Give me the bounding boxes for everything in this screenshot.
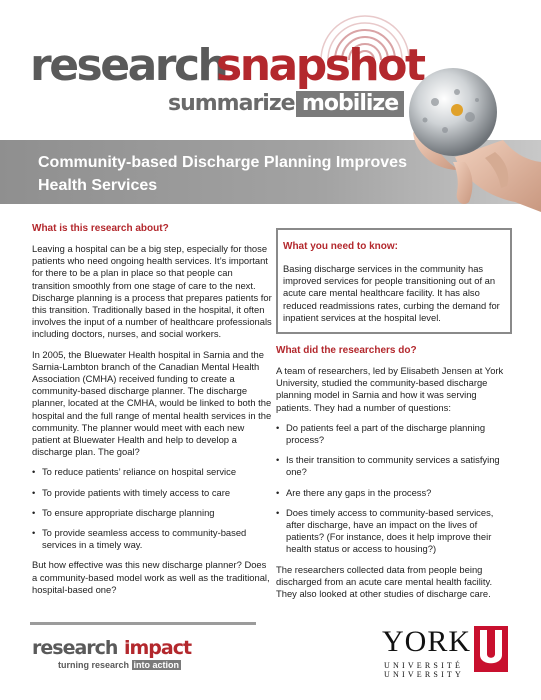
document-title	[38, 151, 438, 197]
york-logo-wordmark: YORK	[382, 625, 472, 658]
researchers-paragraph-1: A team of researchers, led by Elisabeth Jensen at York University, studied the community-based discharge planning model in Sarnia and how it was serving patients. They had a number of questions:	[276, 365, 504, 413]
list-item: • Is their transition to community services a satisfying one?	[276, 454, 512, 478]
york-logo-university: UNIVERSITY	[384, 670, 464, 679]
title-line-2: Health Services	[38, 177, 158, 194]
footer-tagline-part-b: into action	[133, 660, 180, 670]
footer-tagline	[58, 660, 181, 671]
list-item: • To provide patients with timely access to care	[32, 487, 272, 499]
list-item: • Do patients feel a part of the discharge planning process?	[276, 422, 512, 446]
about-paragraph-2: In 2005, the Bluewater Health hospital in Sarnia and the Sarnia-Lambton branch of the Canadian Mental Health Association (CMHA) received funding to create a community-based discharge planner. The discharge planner, located at the CMHA, would be linked to both the hospital and the full range of mental health services in the community. The planner would meet with each new patient at Bluewater Health and help to develop a discharge plan. The goal?	[32, 348, 272, 458]
title-line-1: Community-based Discharge Planning Improves	[38, 154, 407, 171]
goals-list	[32, 466, 272, 551]
footer-tagline-part-a: turning research	[58, 660, 130, 670]
footer-divider	[30, 622, 256, 625]
right-column	[276, 228, 512, 608]
list-item: • Does timely access to community-based services, after discharge, have an impact on the lives of patients? (For instance, does it help improve their health status or access to housing?)	[276, 507, 512, 556]
section-heading-about: What is this research about?	[32, 223, 169, 234]
list-item: • Are there any gaps in the process?	[276, 487, 512, 499]
list-item: • To provide seamless access to community-based services in a timely way.	[32, 527, 272, 551]
left-column	[32, 222, 272, 604]
list-item: • To reduce patients’ reliance on hospital service	[32, 466, 272, 478]
list-item: • To ensure appropriate discharge planning	[32, 507, 272, 519]
brand-research-word: research	[30, 40, 227, 91]
questions-list	[276, 422, 512, 556]
footer-brand-impact: impact	[124, 637, 192, 659]
need-to-know-text: Basing discharge services in the community has improved services for people transitioning out of an acute care mental healthcare facility. It has also reduced readmissions rates, curbing the demand for inpatient services at the hospital level.	[283, 263, 500, 323]
brand-snapshot-word: snapshot	[216, 40, 424, 91]
need-to-know-box	[276, 228, 512, 334]
york-logo-universite: UNIVERSITÉ	[384, 661, 464, 670]
tagline-summarize: summarize	[168, 91, 295, 116]
york-u-logo-icon	[474, 626, 508, 672]
tagline-mobilize: mobilize	[296, 91, 404, 117]
about-paragraph-1: Leaving a hospital can be a big step, especially for those patients who need ongoing health services. It’s important for there to be a plan in place so that people can transition smoothly from one stage of care to the next. Discharge planning is a process that prepares patients for this transition. Traditionally based in the hospital, it often involves the input of a number of healthcare professionals including doctors, nurses, and social workers.	[32, 243, 272, 340]
section-heading-researchers-did: What did the researchers do?	[276, 345, 417, 357]
researchers-paragraph-2: The researchers collected data from people being discharged from an acute care mental health facility. They also looked at other studies of discharge care.	[276, 563, 493, 600]
section-heading-need-to-know: What you need to know:	[283, 241, 398, 252]
hand-with-globe-illustration	[395, 62, 541, 222]
footer-brand-research: research	[32, 637, 118, 659]
about-paragraph-3: But how effective was this new discharge planner? Does a community-based model work as well as the traditional, hospital-based one?	[32, 559, 270, 595]
